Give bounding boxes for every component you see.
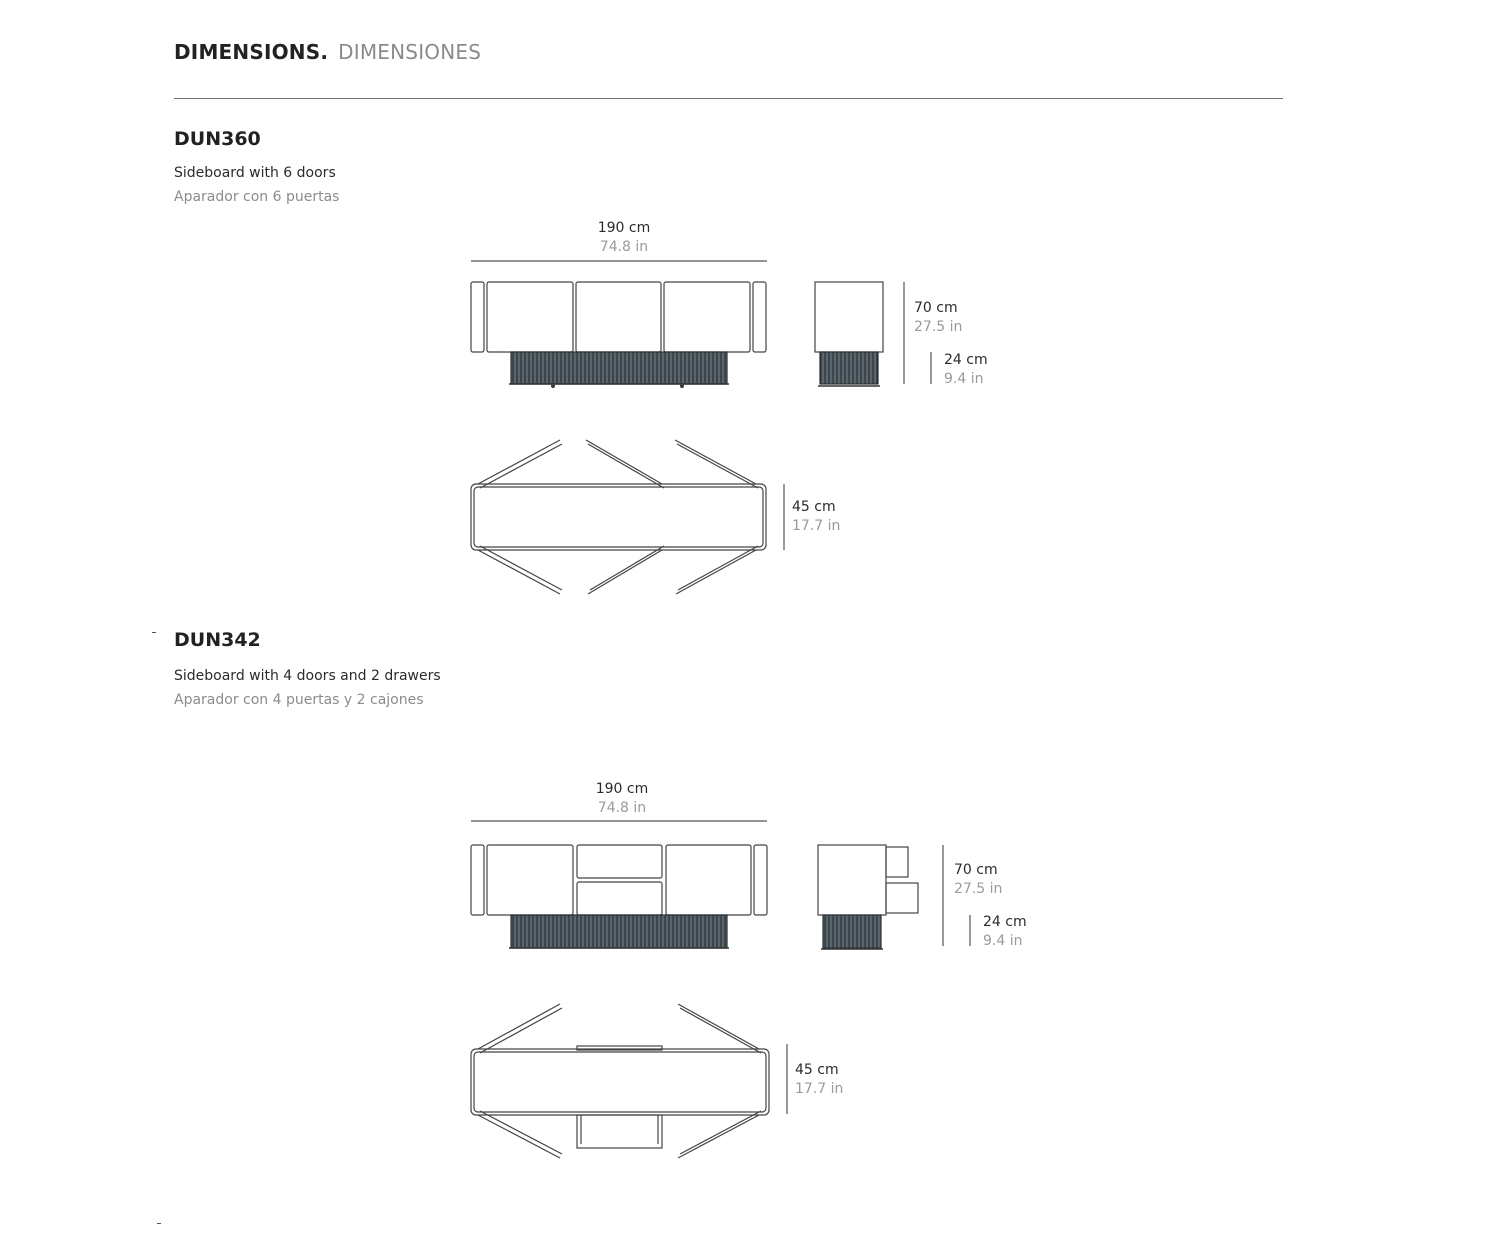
height-cm: 70 cm xyxy=(954,862,998,878)
depth-label xyxy=(792,498,840,536)
dun342-side-view xyxy=(818,845,970,949)
width-label xyxy=(562,780,682,818)
width-cm: 190 cm xyxy=(597,220,651,236)
base-height-label xyxy=(983,913,1027,951)
base-in: 9.4 in xyxy=(944,371,984,387)
depth-cm: 45 cm xyxy=(792,499,836,515)
width-cm: 190 cm xyxy=(595,781,649,797)
fluted-base xyxy=(511,915,727,948)
drawer xyxy=(577,845,662,878)
drawer xyxy=(577,882,662,915)
dun342-front-view xyxy=(471,821,767,948)
depth-cm: 45 cm xyxy=(795,1062,839,1078)
title-spanish: DIMENSIONES xyxy=(338,40,482,64)
width-in: 74.8 in xyxy=(599,239,649,255)
height-label xyxy=(954,861,1002,899)
base-cm: 24 cm xyxy=(983,914,1027,930)
height-cm: 70 cm xyxy=(914,300,958,316)
dun342-top-view xyxy=(471,1004,787,1158)
product-code: DUN360 xyxy=(174,128,261,150)
product-description-en: Sideboard with 4 doors and 2 drawers xyxy=(174,668,441,684)
base-cm: 24 cm xyxy=(944,352,988,368)
product-description-en: Sideboard with 6 doors xyxy=(174,165,336,181)
width-in: 74.8 in xyxy=(597,800,647,816)
title-english: DIMENSIONS. xyxy=(174,40,329,64)
drawer-open xyxy=(886,847,908,877)
fluted-base xyxy=(511,352,727,384)
depth-in: 17.7 in xyxy=(795,1081,844,1097)
height-in: 27.5 in xyxy=(914,319,963,335)
width-label xyxy=(564,219,684,257)
product-code: DUN342 xyxy=(174,629,261,651)
depth-in: 17.7 in xyxy=(792,518,841,534)
dun360-front-view xyxy=(471,261,767,388)
page-mark xyxy=(152,632,156,633)
drawer-open xyxy=(886,883,918,913)
page-mark xyxy=(157,1223,161,1224)
height-in: 27.5 in xyxy=(954,881,1003,897)
base-height-label xyxy=(944,351,988,389)
product-description-es: Aparador con 4 puertas y 2 cajones xyxy=(174,692,424,708)
drawer-open-top xyxy=(577,1115,662,1148)
depth-label xyxy=(795,1061,843,1099)
product-description-es: Aparador con 6 puertas xyxy=(174,189,340,205)
dun360-top-view xyxy=(471,440,784,594)
height-label xyxy=(914,299,962,337)
base-in: 9.4 in xyxy=(983,933,1023,949)
